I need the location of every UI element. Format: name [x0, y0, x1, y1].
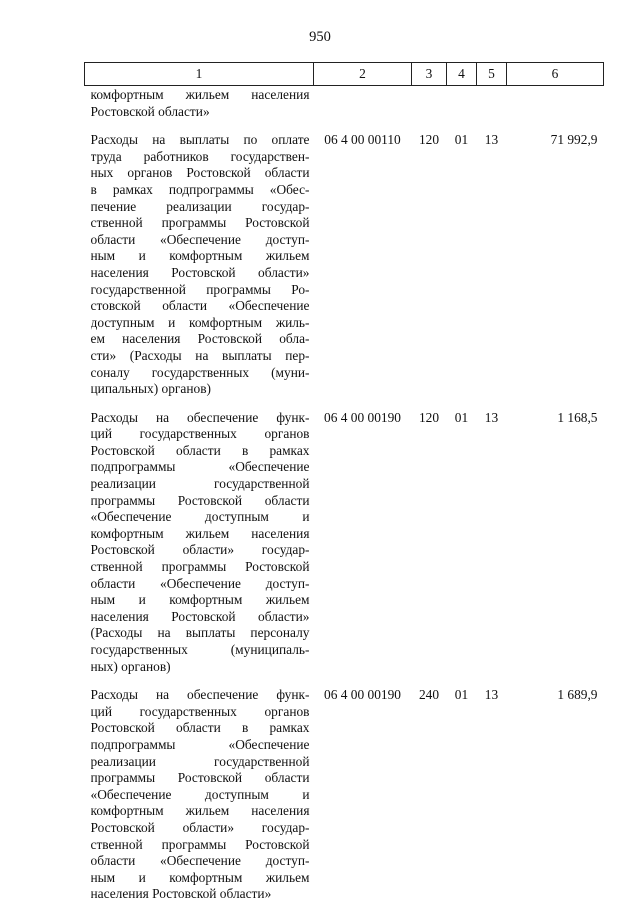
- header-col-3: 3: [412, 63, 447, 86]
- expense-type-code-cell: [412, 683, 447, 911]
- continuation-line: комфортным жильем населения: [90, 87, 310, 102]
- description-line: Ростовской области в рамках: [90, 720, 310, 736]
- expense-description: [85, 406, 314, 684]
- budget-table: [84, 62, 604, 911]
- subsection-code: 13: [484, 132, 499, 148]
- description-line: Ростовской области» государ-: [90, 542, 310, 558]
- amount-cell: [507, 406, 604, 684]
- description-line: Ростовской области» государ-: [90, 819, 310, 835]
- header-col-1: 1: [85, 63, 314, 86]
- expense-type-code: 120: [418, 132, 440, 148]
- description-line: (Расходы на выплаты персоналу: [90, 625, 310, 641]
- description-line: ем населения Ростовской обла-: [90, 331, 310, 347]
- expense-type-code: 120: [418, 409, 440, 425]
- description-line: реализации государственной: [90, 476, 310, 492]
- description-line: населения Ростовской области»: [90, 264, 310, 280]
- amount: 71 992,9: [550, 132, 598, 148]
- section-code-cell: [447, 128, 477, 406]
- header-col-2: 2: [314, 63, 412, 86]
- description-line: доступным и комфортным жиль-: [90, 314, 310, 330]
- table-row: [85, 683, 604, 911]
- section-code-cell: [447, 683, 477, 911]
- expense-description: [85, 683, 314, 911]
- table-header-row: [85, 63, 604, 86]
- description-line: реализации государственной: [90, 753, 310, 769]
- description-line: области «Обеспечение доступ-: [90, 231, 310, 247]
- description-line: программы Ростовской области: [90, 770, 310, 786]
- description-line: ственной программы Ростовской: [90, 215, 310, 231]
- description-line: труда работников государствен-: [90, 148, 310, 164]
- continuation-text: [85, 86, 314, 129]
- section-code: 01: [454, 687, 469, 703]
- amount: 1 168,5: [557, 409, 598, 425]
- amount-cell: [507, 683, 604, 911]
- description-line: подпрограммы «Обеспечение: [90, 459, 310, 475]
- description-line: ций государственных органов: [90, 703, 310, 719]
- description-line: Расходы на обеспечение функ-: [90, 687, 310, 703]
- subsection-code: 13: [484, 687, 499, 703]
- description-line: стовской области «Обеспечение: [90, 298, 310, 314]
- header-col-6: 6: [507, 63, 604, 86]
- section-code-cell: [447, 406, 477, 684]
- description-line: ственной программы Ростовской: [90, 836, 310, 852]
- expense-description: [85, 128, 314, 406]
- description-line: сти» (Расходы на выплаты пер-: [90, 347, 310, 363]
- description-line: печение реализации государ-: [90, 198, 310, 214]
- description-line: ным и комфортным жильем: [90, 592, 310, 608]
- expense-type-code: 240: [418, 687, 440, 703]
- description-line: ных органов Ростовской области: [90, 165, 310, 181]
- subsection-code: 13: [484, 409, 499, 425]
- amount: 1 689,9: [557, 687, 598, 703]
- section-code: 01: [454, 132, 469, 148]
- expense-type-code-cell: [412, 406, 447, 684]
- table-row: [85, 406, 604, 684]
- description-line: населения Ростовской области»: [90, 608, 310, 624]
- subsection-code-cell: [477, 128, 507, 406]
- expense-type-code-cell: [412, 128, 447, 406]
- continuation-line: Ростовской области»: [90, 103, 210, 119]
- description-line: соналу государственных (муни-: [90, 364, 310, 380]
- target-article-code: 06 4 00 00110: [324, 132, 401, 148]
- table-row: [85, 128, 604, 406]
- continuation-row: [85, 86, 604, 129]
- subsection-code-cell: [477, 406, 507, 684]
- description-line: ственной программы Ростовской: [90, 559, 310, 575]
- section-code: 01: [454, 409, 469, 425]
- description-line: Расходы на обеспечение функ-: [90, 409, 310, 425]
- header-col-5: 5: [477, 63, 507, 86]
- description-line: комфортным жильем населения: [90, 803, 310, 819]
- subsection-code-cell: [477, 683, 507, 911]
- description-line: государственных (муниципаль-: [90, 642, 310, 657]
- page-number: 950: [309, 29, 331, 45]
- description-line: области «Обеспечение доступ-: [90, 853, 310, 869]
- description-line: населения Ростовской области»: [90, 886, 272, 902]
- description-line: ций государственных органов: [90, 426, 310, 442]
- description-line: подпрограммы «Обеспечение: [90, 736, 310, 752]
- amount-cell: [507, 128, 604, 406]
- target-article-code: 06 4 00 00190: [324, 409, 401, 425]
- header-col-4: 4: [447, 63, 477, 86]
- target-article-code-cell: [314, 406, 412, 684]
- description-line: государственной программы Ро-: [90, 281, 310, 297]
- description-line: Расходы на выплаты по оплате: [90, 132, 310, 148]
- description-line: ным и комфортным жильем: [90, 869, 310, 885]
- description-line: «Обеспечение доступным и: [90, 509, 310, 525]
- description-line: ным и комфортным жильем: [90, 248, 310, 264]
- description-line: области «Обеспечение доступ-: [90, 575, 310, 591]
- target-article-code: 06 4 00 00190: [324, 687, 401, 703]
- target-article-code-cell: [314, 128, 412, 406]
- description-line: ципальных) органов): [90, 381, 211, 397]
- target-article-code-cell: [314, 683, 412, 911]
- description-line: комфортным жильем населения: [90, 525, 310, 541]
- description-line: программы Ростовской области: [90, 492, 310, 508]
- description-line: ных) органов): [90, 658, 171, 674]
- description-line: «Обеспечение доступным и: [90, 786, 310, 802]
- description-line: в рамках подпрограммы «Обес-: [90, 181, 310, 197]
- description-line: Ростовской области в рамках: [90, 442, 310, 458]
